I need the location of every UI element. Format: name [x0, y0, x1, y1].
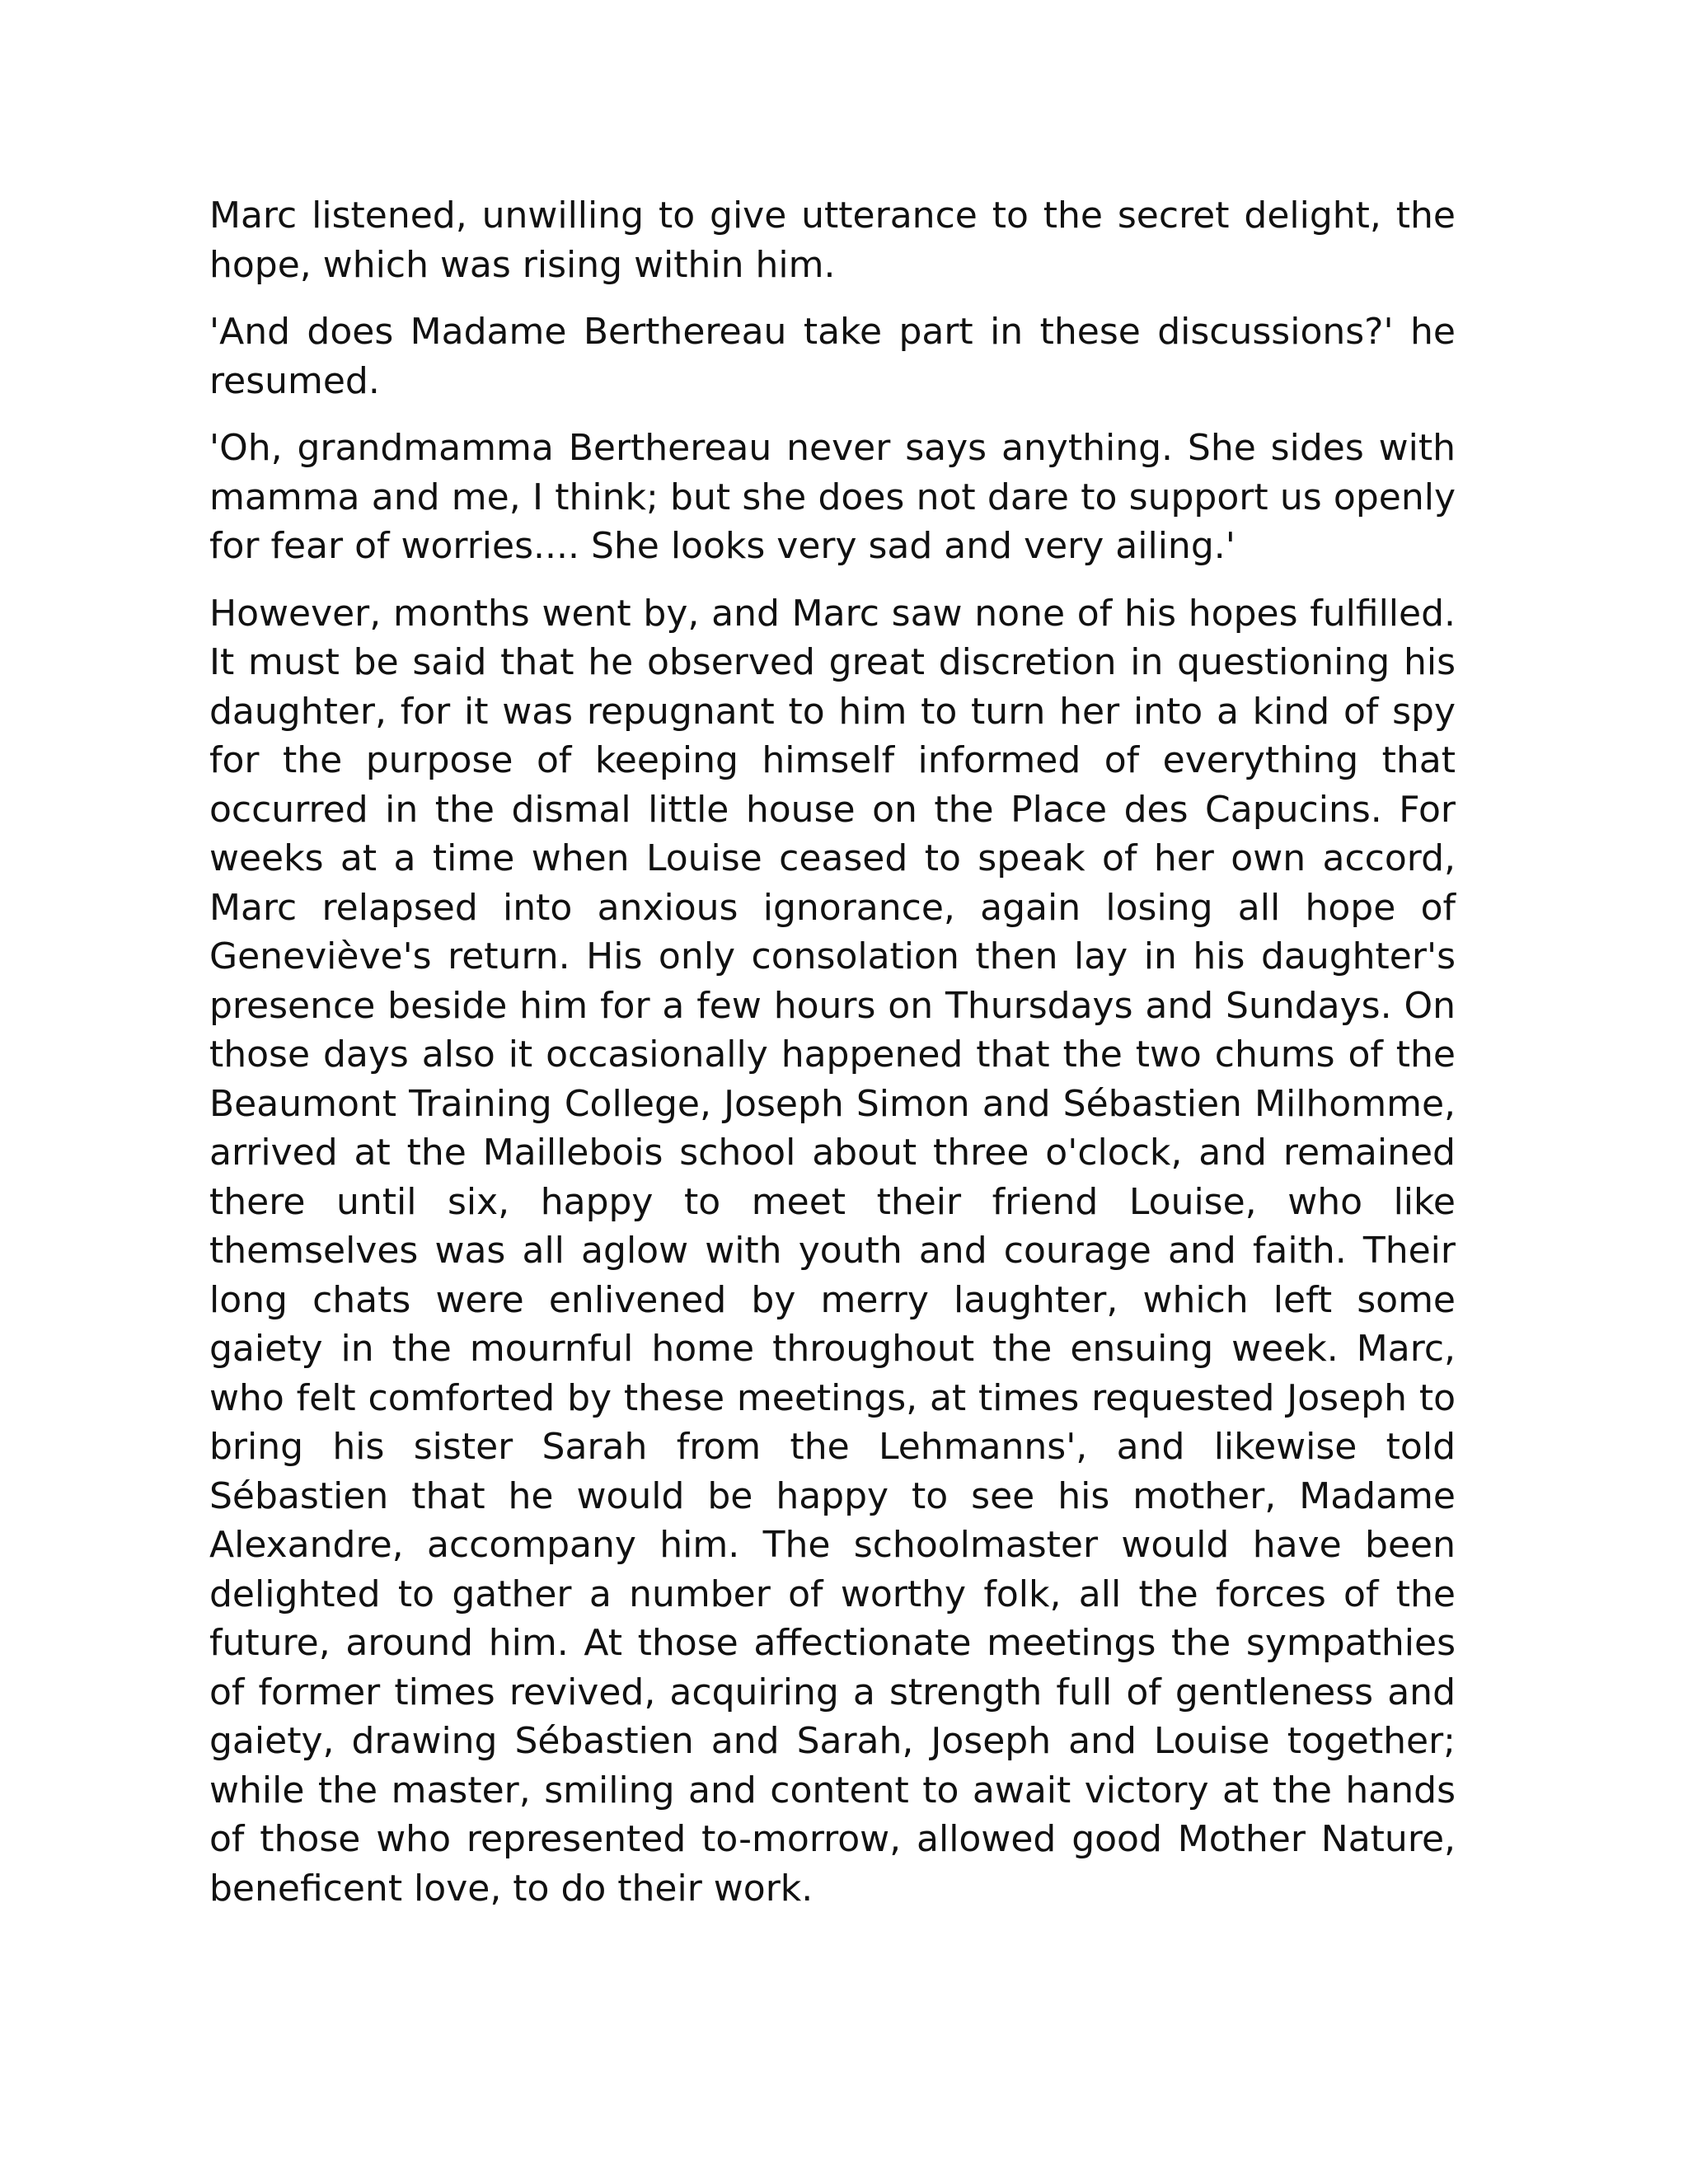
- paragraph-3: 'Oh, grandmamma Berthereau never says anything. She sides with mamma and me, I think; but she does not dare to support us openly for fear of worries.... She looks very sad and very ailing.': [209, 427, 1456, 567]
- paragraph-1: Marc listened, unwilling to give utterance to the secret delight, the hope, which was rising within him.: [209, 194, 1456, 286]
- page-text: [209, 191, 1456, 1931]
- paragraph-4: However, months went by, and Marc saw none of his hopes fulfilled. It must be said that he observed great discretion in questioning his daughter, for it was repugnant to him to turn her into a kind of spy for the purpose of keeping himself informed of everything that occurred in the dismal little house on the Place des Capucins. For weeks at a time when Louise ceased to speak of her own accord, Marc relapsed into anxious ignorance, again losing all hope of Geneviève's return. His only consolation then lay in his daughter's presence beside him for a few hours on Thursdays and Sundays. On those days also it occasionally happened that the two chums of the Beaumont Training College, Joseph Simon and Sébastien Milhomme, arrived at the Maillebois school about three o'clock, and remained there until six, happy to meet their friend Louise, who like themselves was all aglow with youth and courage and faith. Their long chats were enlivened by merry laughter, which left some gaiety in the mournful home throughout the ensuing week. Marc, who felt comforted by these meetings, at times requested Joseph to bring his sister Sarah from the Lehmanns', and likewise told Sébastien that he would be happy to see his mother, Madame Alexandre, accompany him. The schoolmaster would have been delighted to gather a number of worthy folk, all the forces of the future, around him. At those affectionate meetings the sympathies of former times revived, acquiring a strength full of gentleness and gaiety, drawing Sébastien and Sarah, Joseph and Louise together; while the master, smiling and content to await victory at the hands of those who represented to-morrow, allowed good Mother Nature, beneficent love, to do their work.: [209, 592, 1456, 1910]
- paragraph-2: 'And does Madame Berthereau take part in these discussions?' he resumed.: [209, 311, 1456, 402]
